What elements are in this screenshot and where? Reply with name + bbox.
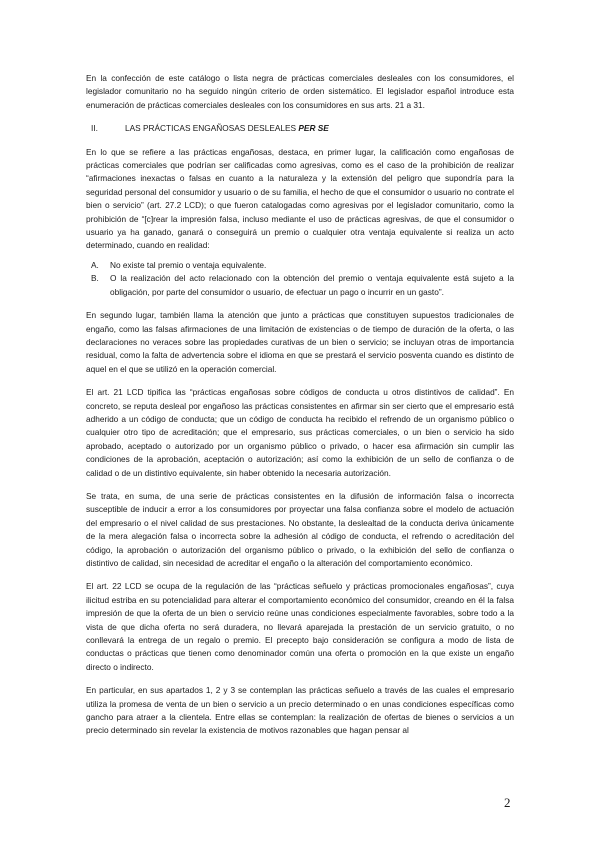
paragraph-second-place: En segundo lugar, también llama la atención que junto a prácticas que constituyen supuestos tradicionales de engaño, como las falsas afirmaciones de una limitación de existencias o de tiempo de duración de la oferta, o las declaraciones no veraces sobre las propiedades curativas de un bien o servicio; se incluyan otras de importancia residual, como la falta de advertencia sobre el idioma en que se prestará el servicio posventa cuando es distinto de aquel en el que se utilizó en la operación comercial. [86,310,514,374]
paragraph-art-21: El art. 21 LCD tipifica las “prácticas engañosas sobre códigos de conducta u otros distintivos de calidad”. En concreto, se reputa desleal por engañoso las prácticas consistentes en afirmar sin ser cierto que el empresario está adherido a un código de conducta; que un código de conducta ha recibido el refrendo de un organismo público o cualquier otro tipo de acreditación; que el empresario, sus prácticas comerciales, o un bien o servicio ha sido aprobado, aceptado o autorizado por un organismo público o privado, o hacer esa afirmación sin cumplir las condiciones de la aprobación, aceptación o autorización; así como la exhibición de un sello de confianza o de calidad o de un distintivo equivalente, sin haber obtenido la necesaria autorización. [86,387,514,478]
section-title [125,122,329,135]
paragraph-art-22: El art. 22 LCD se ocupa de la regulación de las “prácticas señuelo y prácticas promocionales engañosas”, cuya ilicitud estriba en su potencialidad para alterar el comportamiento económico del consumidor, creando en él la falsa impresión de que la oferta de un bien o servicio reúne unas condiciones especialmente favorables, sobre todo a la vista de que dicha oferta no será duradera, no llevará aparejada la prestación de un servicio gratuito, o no conllevará la entrega de un regalo o premio. El precepto bajo consideración se configura a modo de lista de conductas o prácticas que tienen como denominador común una oferta o promoción en la que existe un engaño directo o indirecto. [86,581,514,672]
page-number: 2 [504,795,511,810]
paragraph-deceptive-practices: En lo que se refiere a las prácticas engañosas, destaca, en primer lugar, la calificación como engañosas de prácticas comerciales que podrían ser calificadas como agresivas, como es el caso de la prohibición de realizar “afirmaciones inexactas o falsas en cuanto a la naturaleza y la extensión del peligro que supondría para la seguridad personal del consumidor y usuario o de su familia, el hecho de que el consumidor o usuario no contrate el bien o servicio” (art. 27.2 LCD); o que fueron catalogadas como agresivas por el legislador comunitario, como la prohibición de “[c]rear la impresión falsa, incluso mediante el uso de prácticas agresivas, de que el consumidor o usuario ya ha ganado, ganará o conseguirá un premio o cualquier otra ventaja equivalente si realiza un acto determinado, cuando en realidad: [86,146,514,251]
paragraph-summary: Se trata, en suma, de una serie de prácticas consistentes en la difusión de información falsa o incorrecta susceptible de inducir a error a los consumidores por proyectar una falsa confianza sobre el modelo de actuación del empresario o el nivel calidad de sus prestaciones. No obstante, la deslealtad de la conducta deriva únicamente de la mera alegación falsa o incorrecta sobre la adhesión al código de conducta, el refrendo o acreditación del código, la aprobación o autorización del organismo público o privado, o la exhibición del sello de confianza o distintivo de calidad, sin necesidad de acreditar el engaño o la alteración del comportamiento económico. [86,490,514,568]
section-number: II. [91,123,98,134]
list-marker: A. [91,259,99,270]
page-body [86,72,514,748]
section-title-text: LAS PRÁCTICAS ENGAÑOSAS DESLEALES [125,123,297,134]
list-item [86,259,514,272]
conditions-list [86,259,514,299]
list-item-text: O la realización del acto relacionado con la obtención del premio o ventaja equivalente está sujeto a la obligación, por parte del consumidor o usuario, de efectuar un pago o incurrir en un gasto”. [110,273,514,297]
section-title-emphasis: PER SE [298,123,329,134]
intro-paragraph: En la confección de este catálogo o lista negra de prácticas comerciales desleales con los consumidores, el legislador comunitario no ha seguido ningún criterio de orden sistemático. El legislador español introduce esta enumeración de prácticas comerciales desleales con los consumidores en sus arts. 21 a 31. [86,73,514,110]
section-heading [86,122,514,135]
list-item [86,272,514,299]
list-marker: B. [91,273,99,284]
list-item-text: No existe tal premio o ventaja equivalente. [110,259,267,270]
paragraph-bait-practices: En particular, en sus apartados 1, 2 y 3 se contemplan las prácticas señuelo a través de las cuales el empresario utiliza la promesa de venta de un bien o servicio a un precio determinado o en unas condiciones específicas como gancho para atraer a la clientela. Entre ellas se contemplan: la realización de ofertas de bienes o servicios a un precio determinado sin revelar la existencia de motivos razonables que hagan pensar al [86,685,514,736]
